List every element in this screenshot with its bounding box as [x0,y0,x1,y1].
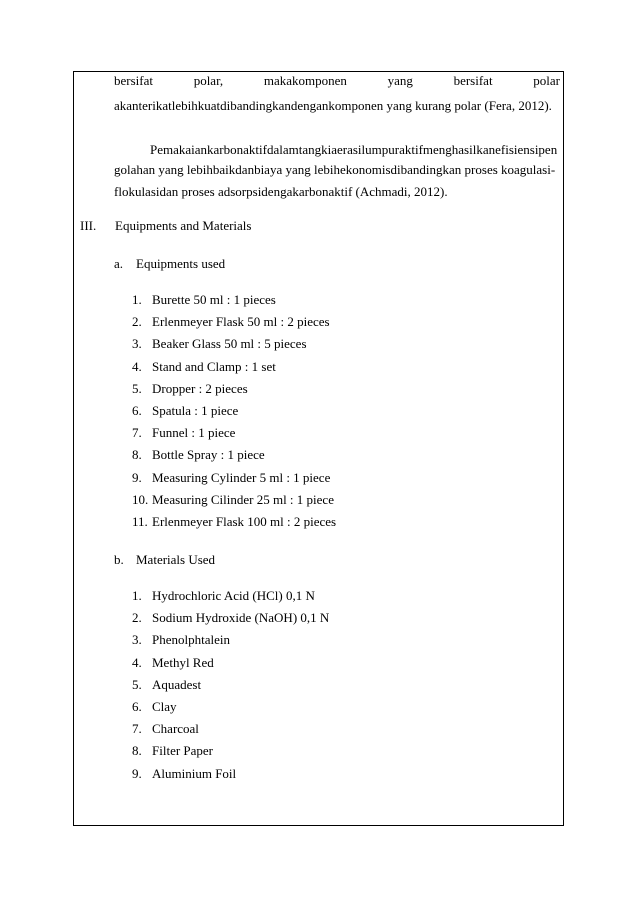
list-item [132,292,276,308]
list-item [132,336,307,352]
list-item [132,677,201,693]
list-item-number: 4. [132,654,142,670]
list-item [132,470,330,486]
materials-heading [114,552,216,568]
list-item-number: 8. [132,743,142,759]
section-title: Equipments and Materials [115,218,252,233]
list-item [132,381,248,397]
list-item-text: Measuring Cilinder 25 ml : 1 piece [152,491,334,507]
list-item [132,721,199,737]
list-item-text: Filter Paper [152,743,214,759]
equipments-letter: a. [114,256,124,271]
list-item [132,314,330,330]
list-item-number: 2. [132,314,142,330]
list-item [132,514,336,530]
list-item-number: 7. [132,425,142,441]
paragraph2-line3: flokulasidan proses adsorpsidengakarbonaktif (Achmadi, 2012). [114,184,448,199]
list-item-number: 10. [132,491,149,507]
list-item-text: Spatula : 1 piece [152,403,239,418]
list-item-number: 9. [132,469,142,485]
list-item-number: 6. [132,403,142,418]
word: polar [533,73,560,88]
list-item-text: Burette 50 ml : 1 pieces [152,292,276,307]
list-item [132,359,276,375]
materials-title: Materials Used [136,552,216,567]
list-item-number: 6. [132,699,142,714]
paragraph1-line2: akanterikatlebihkuatdibandingkandengankomponen yang kurang polar (Fera, 2012). [114,98,552,113]
list-item-number: 2. [132,610,142,626]
section-heading [80,218,252,234]
word: makakomponen [263,73,347,88]
list-item [132,699,177,715]
list-item-number: 5. [132,380,142,396]
list-item-text: Hydrochloric Acid (HCl) 0,1 N [152,588,315,603]
list-item-number: 5. [132,676,142,692]
list-item [132,588,315,604]
equipments-heading [114,256,226,272]
list-item [132,743,213,759]
list-item-number: 1. [132,292,142,307]
list-item [132,610,329,626]
list-item-text: Phenolphtalein [152,632,230,648]
list-item [132,403,238,419]
list-item [132,632,230,648]
list-item-text: Funnel : 1 piece [152,425,236,441]
equipments-title: Equipments used [136,256,226,271]
word: polar, [193,73,224,88]
paragraph2-line1: Pemakaiankarbonaktifdalamtangkiaerasilumpuraktifmenghasilkanefisiensipen [150,142,558,157]
paragraph1-line1 [114,73,560,89]
materials-letter: b. [114,552,124,567]
list-item-text: Measuring Cylinder 5 ml : 1 piece [152,469,331,485]
word: bersifat [453,73,493,88]
list-item-text: Erlenmeyer Flask 100 ml : 2 pieces [152,514,337,529]
list-item-text: Aluminium Foil [152,765,237,781]
list-item-text: Aquadest [152,676,202,692]
list-item-text: Charcoal [152,721,199,737]
list-item [132,492,334,508]
list-item-number: 9. [132,765,142,781]
list-item-text: Stand and Clamp : 1 set [152,358,276,374]
list-item-number: 8. [132,447,142,463]
list-item-number: 3. [132,336,142,352]
list-item-number: 3. [132,632,142,648]
list-item-text: Dropper : 2 pieces [152,380,248,396]
word: yang [387,73,413,88]
list-item-text: Beaker Glass 50 ml : 5 pieces [152,336,307,352]
list-item-text: Bottle Spray : 1 piece [152,447,265,463]
list-item-text: Erlenmeyer Flask 50 ml : 2 pieces [152,314,330,330]
section-number: III. [80,218,97,233]
list-item-text: Methyl Red [152,654,214,670]
list-item [132,655,214,671]
list-item-number: 11. [132,514,148,529]
list-item [132,766,236,782]
paragraph2-line2: golahan yang lebihbaikdanbiaya yang lebihekonomisdibandingkan proses koagulasi- [114,162,556,177]
list-item-number: 1. [132,588,142,603]
list-item [132,425,235,441]
list-item-number: 4. [132,358,142,374]
list-item-text: Sodium Hydroxide (NaOH) 0,1 N [152,610,330,626]
word: bersifat [114,73,153,88]
list-item-text: Clay [152,699,177,714]
list-item-number: 7. [132,721,142,737]
list-item [132,447,265,463]
